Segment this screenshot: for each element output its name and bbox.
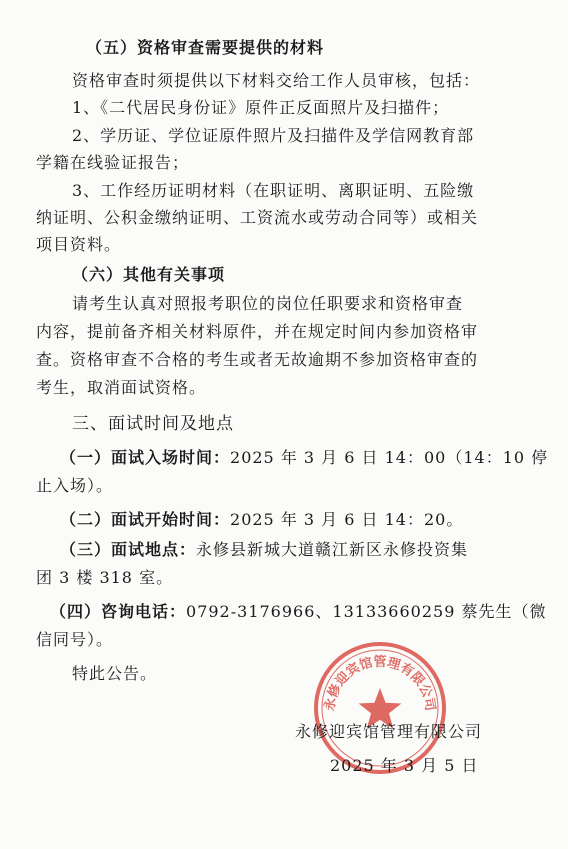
- signature-date: 2025 年 3 月 5 日: [330, 756, 479, 775]
- section5-heading: （五）资格审查需要提供的材料: [86, 38, 325, 57]
- section6-para-line3: 查。资格审查不合格的考生或者无故逾期不参加资格审查的: [36, 350, 479, 369]
- section5-item3-line3: 项目资料。: [36, 235, 122, 254]
- entry-time-value: 2025 年 3 月 6 日 14：00（14：10 停: [230, 448, 549, 467]
- section5-item1: 1、《二代居民身份证》原件正反面照片及扫描件；: [72, 98, 450, 117]
- signature-organization: 永修迎宾馆管理有限公司: [295, 722, 483, 741]
- section3-heading: 三、面试时间及地点: [72, 414, 234, 434]
- phone-label: （四）咨询电话：: [50, 602, 187, 621]
- section6-heading: （六）其他有关事项: [72, 265, 226, 284]
- section5-item3-line2: 纳证明、公积金缴纳证明、工资流水或劳动合同等）或相关: [36, 208, 479, 227]
- consult-phone: [50, 602, 546, 622]
- section6-para-line1: 请考生认真对照报考职位的岗位任职要求和资格审查: [72, 294, 464, 313]
- location-value: 永修县新城大道赣江新区永修投资集: [196, 540, 469, 559]
- interview-location: [60, 540, 468, 560]
- location-label: （三）面试地点：: [60, 540, 197, 559]
- seal-ring-text: 永修迎宾馆管理有限公司: [322, 655, 438, 713]
- start-time-label: （二）面试开始时间：: [60, 510, 231, 529]
- section5-item3-line1: 3、工作经历证明材料（在职证明、离职证明、五险缴: [72, 181, 475, 200]
- section5-intro: 资格审查时须提供以下材料交给工作人员审核，包括：: [72, 71, 481, 90]
- section6-para-line4: 考生，取消面试资格。: [36, 378, 207, 397]
- interview-start-time: [60, 510, 463, 530]
- section6-para-line2: 内容，提前备齐相关材料原件，并在规定时间内参加资格审: [36, 322, 479, 341]
- entry-time-label: （一）面试入场时间：: [60, 448, 231, 467]
- phone-value-cont: 信同号）。: [36, 630, 114, 649]
- location-value-cont: 团 3 楼 318 室。: [36, 568, 174, 587]
- phone-value: 0792-3176966、13133660259 蔡先生（微: [186, 602, 547, 621]
- closing-statement: 特此公告。: [72, 664, 158, 683]
- entry-time-value-cont: 止入场）。: [36, 476, 114, 495]
- section5-item2-line2: 学籍在线验证报告；: [36, 153, 190, 172]
- interview-entry-time: [60, 448, 548, 468]
- section5-item2-line1: 2、学历证、学位证原件照片及扫描件及学信网教育部: [72, 126, 475, 145]
- start-time-value: 2025 年 3 月 6 日 14：20。: [230, 510, 464, 529]
